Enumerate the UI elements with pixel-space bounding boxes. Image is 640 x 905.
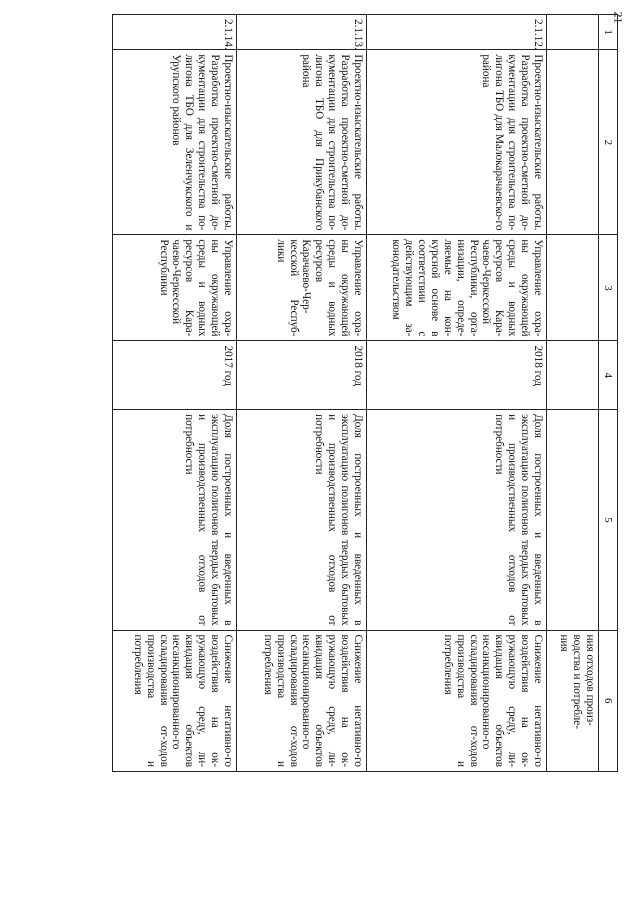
rotated-page-content bbox=[118, 14, 618, 772]
header-col-3: 3 bbox=[599, 235, 618, 341]
row-executor: Управление охра-ны окружающей среды и водных ресурсов Кара-чаево-Черкесской Республики, орга-низации, опреде-ляемые на кон-курсной основе в соответствии с действующим за-конодательством bbox=[367, 235, 547, 341]
row-activity: Проектно-изыскательские работы. Разработка проектно-сметной до-кументации для строительства по-лигона ТБО для Зеленчукского и Урупского районов bbox=[113, 50, 237, 235]
row-result: Снижение негативно-го воздействия на ок-ружающую среду, ли-квидация объектов несанкционированно-го складирования от-ходов производства и потребления bbox=[237, 630, 367, 771]
header-col-2: 2 bbox=[599, 50, 618, 235]
row-id: 2.1.12. bbox=[367, 15, 547, 50]
table-row bbox=[237, 15, 367, 772]
row-result: Снижение негативно-го воздействия на ок-ружающую среду, ли-квидация объектов несанкционированно-го складирования от-ходов производства и потребления bbox=[367, 630, 547, 771]
header-col-4: 4 bbox=[599, 341, 618, 410]
row-indicator: Доля построенных и введенных в эксплуатацию полигонов твердых бытовых и производственных отходов от потребности bbox=[237, 410, 367, 630]
row-activity: Проектно-изыскательские работы. Разработка проектно-сметной до-кументации для строительства по-лигона ТБО для Малокарачаевско-го района bbox=[367, 50, 547, 235]
program-activities-table bbox=[112, 14, 618, 772]
row-result: Снижение негативно-го воздействия на ок-ружающую среду, ли-квидация объектов несанкционированно-го складирования от-ходов производства и потребления bbox=[113, 630, 237, 771]
row-id: 2.1.14. bbox=[113, 15, 237, 50]
table-row bbox=[113, 15, 237, 772]
row-id: 2.1.13. bbox=[237, 15, 367, 50]
header-col-6: 6 bbox=[599, 630, 618, 771]
row-year: 2017 год bbox=[113, 341, 237, 410]
page-number: 21 bbox=[611, 11, 626, 24]
row-year: 2018 год bbox=[367, 341, 547, 410]
header-col-1: 1 bbox=[599, 15, 618, 50]
row-activity: Проектно-изыскательские работы. Разработка проектно-сметной до-кументации для строительства по-лигона ТБО для Прикубанского района bbox=[237, 50, 367, 235]
row-year: 2018 год bbox=[237, 341, 367, 410]
continuation-result-cell: ния отходов произ- водства и потребле- ния bbox=[547, 630, 599, 771]
row-executor: Управление охра-ны окружающей среды и водных ресурсов Карачаево-Чер-кесской Респуб-лики bbox=[237, 235, 367, 341]
table-row bbox=[367, 15, 547, 772]
row-indicator: Доля построенных и введенных в эксплуатацию полигонов твердых бытовых и производственных отходов от потребности bbox=[113, 410, 237, 630]
table-header-row bbox=[599, 15, 618, 772]
row-indicator: Доля построенных и введенных в эксплуатацию полигонов твердых бытовых и производственных отходов от потребности bbox=[367, 410, 547, 630]
row-executor: Управление охра-ны окружающей среды и водных ресурсов Кара-чаево-Черкесской Республики bbox=[113, 235, 237, 341]
header-col-5: 5 bbox=[599, 410, 618, 630]
continuation-row bbox=[547, 15, 599, 772]
